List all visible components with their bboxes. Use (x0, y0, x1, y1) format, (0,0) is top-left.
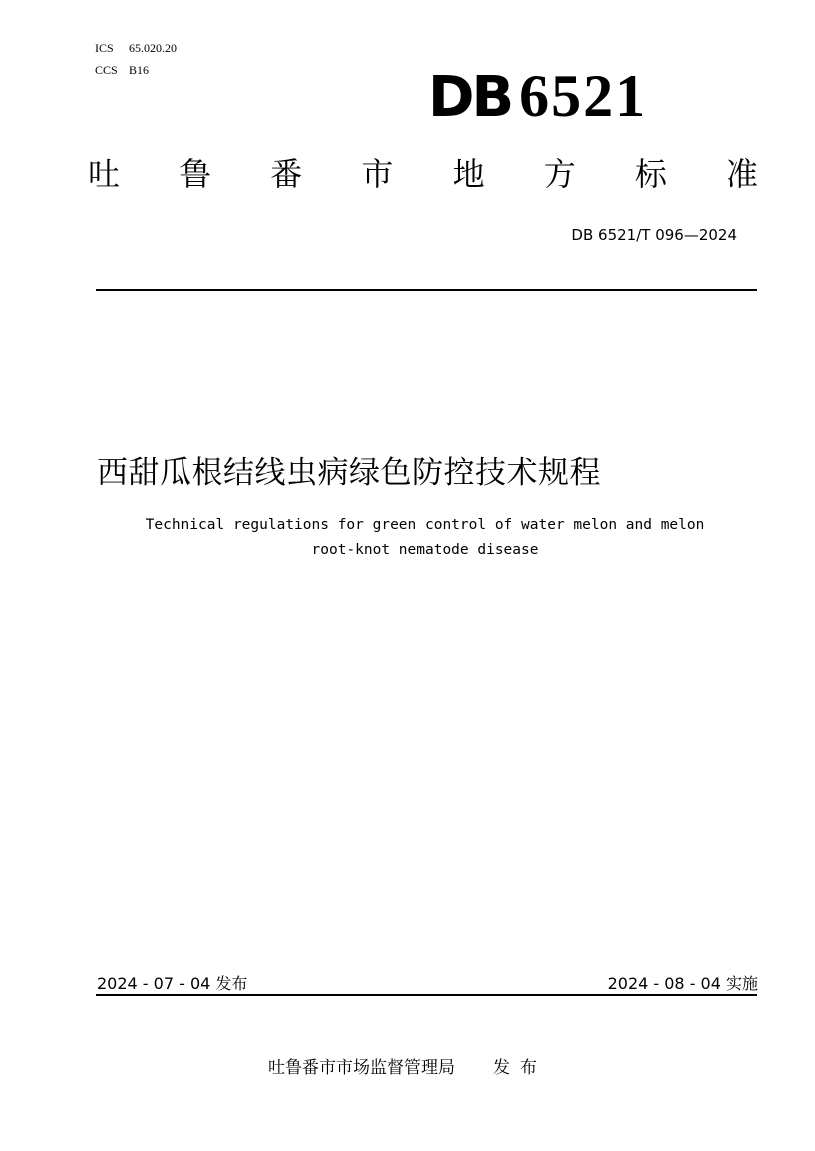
ics-label: ICS (95, 41, 114, 55)
standard-type-char: 市 (361, 155, 394, 193)
standard-type-char: 方 (543, 155, 576, 193)
document-title-english (95, 513, 755, 563)
standard-type-heading (88, 155, 758, 193)
english-title-line: Technical regulations for green control of water melon and melon (145, 517, 705, 533)
ics-classification (95, 41, 177, 56)
footer-divider (96, 994, 757, 996)
standard-type-char: 鲁 (179, 155, 212, 193)
standard-code-logo (428, 63, 648, 130)
publisher-action: 发布 (493, 1058, 547, 1078)
standard-type-char: 标 (634, 155, 667, 193)
ics-value: 65.020.20 (129, 41, 177, 55)
standard-type-char: 吐 (88, 155, 121, 193)
ccs-value: B16 (129, 63, 150, 77)
publisher-line (0, 1053, 815, 1078)
standard-type-char: 番 (270, 155, 303, 193)
english-title-line: root-knot nematode disease (311, 542, 539, 558)
ccs-label: CCS (95, 63, 118, 77)
standard-code-number: 6521 (519, 63, 648, 129)
publisher-name: 吐鲁番市市场监督管理局 (268, 1058, 455, 1078)
header-divider (96, 289, 757, 291)
ccs-classification (95, 63, 149, 78)
document-title-chinese: 西甜瓜根结线虫病绿色防控技术规程 (97, 455, 601, 491)
standard-code-prefix: DB (428, 65, 512, 130)
standard-type-char: 地 (452, 155, 485, 193)
issue-date: 2024 - 07 - 04 发布 (97, 974, 248, 993)
standard-number: DB 6521/T 096—2024 (571, 226, 737, 244)
standard-type-char: 准 (725, 155, 758, 193)
implementation-date: 2024 - 08 - 04 实施 (607, 974, 758, 993)
